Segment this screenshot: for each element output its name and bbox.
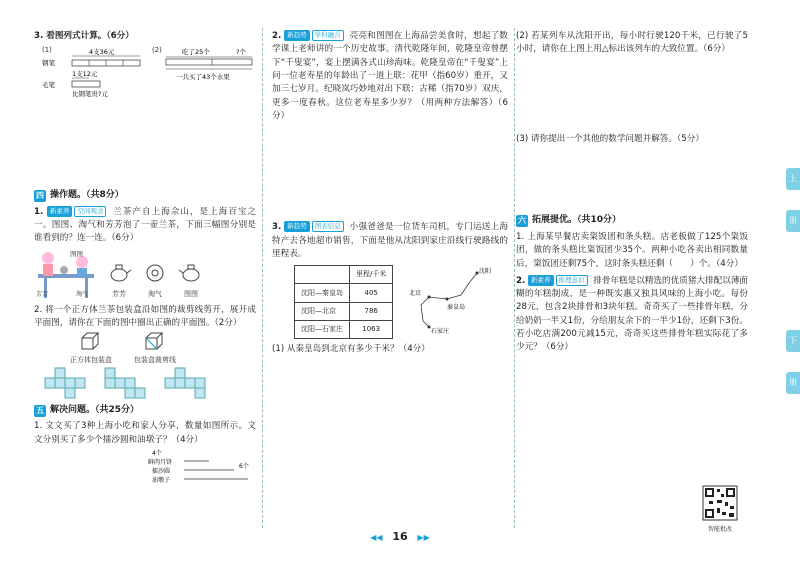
question-text: 排骨年糕是以精选的优质猪大排配以薄面糊的年糕制成，是一种既实惠又独具风味的上海小吃。每份28元，包含2块排骨和3块年糕。奇奇买了一些排骨年糕，分给奶奶一半又1份，分给朋友余下的一半少1份，还剩下3份。若小吃店满200元减15元，奇奇买这些排骨年糕实际花了多少元？（6分） [516,275,749,353]
cube-label: 正方体包装盒 [70,356,112,365]
section-5-title [34,404,256,418]
column-divider [262,28,263,528]
tag-subject: 推理意识 [556,275,588,286]
children-tea-illustration [34,248,100,300]
question-2-story: 2. 新趋势 学科融合 亮亮和图图在上海品尝美食时，想起了数学课上老师讲的一个历史故事。清代乾隆年间，乾隆皇帝曾摆下“千叟宴”，宴上摆满各式山珍海味。乾隆皇帝在“千叟宴”上问一位老寿星的年龄出了一道上联：花甲（指60岁）重开，又加三七岁月。纪晓岚巧妙地对出下联：古稀（指70岁）双庆，更多一度春秋。这位老寿星多少岁？（用两种方法解答）（6分） [272,31,508,121]
side-tab[interactable]: 上 [786,168,800,190]
map-label: 北京 [409,290,422,298]
qr-label: 智能批改 [707,526,732,534]
question-text: 亮亮和图图在上海品尝美食时，想起了数学课上老师讲的一个历史故事。清代乾隆年间，乾隆皇帝曾摆下“千叟宴”，宴上摆满各式山珍海味。乾隆皇帝在“千叟宴”上问一位老寿星的年龄出了一道上联：花甲（指60岁）重开，又加三七岁月。纪晓岚巧妙地对出下联：古稀（指70岁）双庆，更多一度春秋。这位老寿星多少岁？（用两种方法解答）（6分） [272,31,508,121]
map-label: 石家庄 [431,328,450,336]
cube-net-options [34,368,256,398]
route-map [399,265,492,339]
diagram-label-pen: 钢笔 [42,59,55,68]
diagram-label-one: 1支12元 [72,70,98,79]
qr-code-icon[interactable] [703,486,737,520]
snack-label: 鲜肉月饼 [148,458,173,466]
cube-net-option[interactable] [104,368,148,398]
question-6-1: 1. 上海某早餐店卖粢饭团和条头糕。店老板做了125个粢饭团，做的条头糕比粢饭团少35个。两种小吃各卖出相同数量后，粢饭团还剩75个，这时条头糕还剩（ ）个。（4分） [516,231,748,269]
question-text: 兰茶产自上海佘山，是上海百宝之一。图图、淘气和芳芳泡了一壶兰茶，下面三幅图分别是谁看到的？连一连。（6分） [34,206,257,244]
page-number: 16 [392,529,408,543]
diagram-label-unknown: ?个 [236,48,246,57]
label-taoqi: 淘气 [76,290,89,298]
tag-subject: 空间观念 [74,206,106,217]
question-3-route: 3. 新趋势 图表信息 小强爸爸是一位货车司机，专门运送上海特产去各地超市销售，下面是他从沈阳到家庄沿线行驶路线的里程表。 [272,222,508,259]
next-page-icon[interactable]: ▶▶ [417,532,430,542]
cube-figures [34,332,256,366]
question-3 [34,30,256,103]
diagram-label-brush: 毛笔 [42,81,55,90]
view-label: 图图 [184,289,198,298]
table-row: 沈阳—北京 786 [295,302,393,320]
teapot-view-icon [142,261,168,283]
question-3-sub3: (3) 请你提出一个其他的数学问题并解答。（5分） [516,133,704,144]
prev-page-icon[interactable]: ◀◀ [370,532,383,542]
count-label: 4个 [152,449,162,457]
map-label: 秦皇岛 [447,304,466,312]
section-title: 拓展提优。（共10分） [532,214,622,225]
question-3-head: 3. 看图列式计算。（6分） [34,31,134,41]
tag-subject: 图表信息 [312,221,344,232]
section-icon: 六 [518,215,526,225]
question-6-2: 2. 新素养 推理意识 排骨年糕是以精选的优质猪大排配以薄面糊的年糕制成，是一种既实惠又独具风味的上海小吃。每份28元，包含2块排骨和3块年糕。奇奇买了一些排骨年糕，分给奶奶一半又1份，分给朋友余下的一半少1份，还剩下3份。若小吃店满200元减15元，奇奇买这些排骨年糕实际花了多少元？（6分） [516,275,749,353]
tag-badge: 新趋势 [284,30,310,41]
cube-icon [80,332,102,350]
column-middle [272,30,508,356]
label-tutu: 图图 [70,249,83,258]
side-tab[interactable]: 册 [786,210,800,232]
diagram-label-top: 4支36元 [89,48,115,57]
cube-cutline-icon [144,332,166,350]
section-4-title [34,189,256,203]
side-tab[interactable]: 册 [786,372,800,394]
cube-net-option[interactable] [164,368,208,398]
page-footer [0,528,800,545]
teapot-views [106,261,204,299]
side-tab[interactable]: 下 [786,330,800,352]
route-info [272,265,508,339]
snack-count-diagram [34,448,256,484]
column-left [34,30,256,489]
cutline-label: 包装盒裁剪线 [134,356,176,365]
sub-label: (1) [42,46,52,55]
mileage-table [294,265,393,339]
tag-badge: 新素养 [528,275,554,286]
section-icon: 四 [36,190,44,200]
sub-label: (2) [152,46,162,55]
snack-label: 油墩子 [152,476,171,484]
tag-badge: 新趋势 [284,221,310,232]
tag-badge: 新素养 [47,206,73,217]
question-3-sub1: (1) 从秦皇岛到北京有多少千米？（4分） [272,344,430,355]
diagram-label-total: 一共买了43个水果 [176,73,230,82]
view-label: 淘气 [148,289,162,298]
fruit-diagram [152,45,256,97]
snack-label: 擂沙圆 [152,467,171,475]
question-4-2: 2. 将一个正方体兰茶包装盒沿如图的裁剪线剪开，展开成平面图，请你在下面的图中圈出正确的平面图。（2分） [34,304,256,328]
question-5-1: 1. 文文买了3种上海小吃和家人分享，数量如图所示。文文分别买了多少个擂沙圆和油墩子？（4分） [34,421,256,445]
section-icon: 五 [36,406,44,416]
section-title: 操作题。（共8分） [50,189,124,200]
section-title: 解决问题。（共25分） [50,405,140,416]
diagram-label-question: 比钢笔贵?元 [72,90,108,99]
diagram-label-eaten: 吃了25个 [182,48,210,57]
tea-scene [34,248,256,300]
table-row: 沈阳—石家庄 1063 [295,320,393,338]
tag-subject: 学科融合 [312,30,344,41]
cube-net-option[interactable] [44,368,88,398]
teapot-view-icon [106,261,132,283]
table-header-row: 里程/千米 [295,266,393,284]
column-divider [514,28,515,528]
question-4-1: 1. 新素养 空间观念 兰茶产自上海佘山，是上海百宝之一。图图、淘气和芳芳泡了一壶兰茶，下面三幅图分别是谁看到的？连一连。（6分） [34,206,257,244]
map-label: 沈阳 [479,268,492,276]
section-6-title [516,214,748,228]
label-fangfang: 芳芳 [36,290,49,298]
question-text: 小强爸爸是一位货车司机，专门运送上海特产去各地超市销售，下面是他从沈阳到家庄沿线行驶路线的里程表。 [272,222,508,259]
view-label: 芳芳 [112,289,126,298]
count-label: 6个 [239,462,249,470]
table-row: 沈阳—秦皇岛 405 [295,284,393,302]
question-3-sub2: (2) 若某列车从沈阳开出，每小时行驶120千米，已行驶了5小时，请你在上图上用△标出该列车的大致位置。（6分） [516,31,748,55]
column-right [516,30,748,355]
teapot-view-icon [178,261,204,283]
